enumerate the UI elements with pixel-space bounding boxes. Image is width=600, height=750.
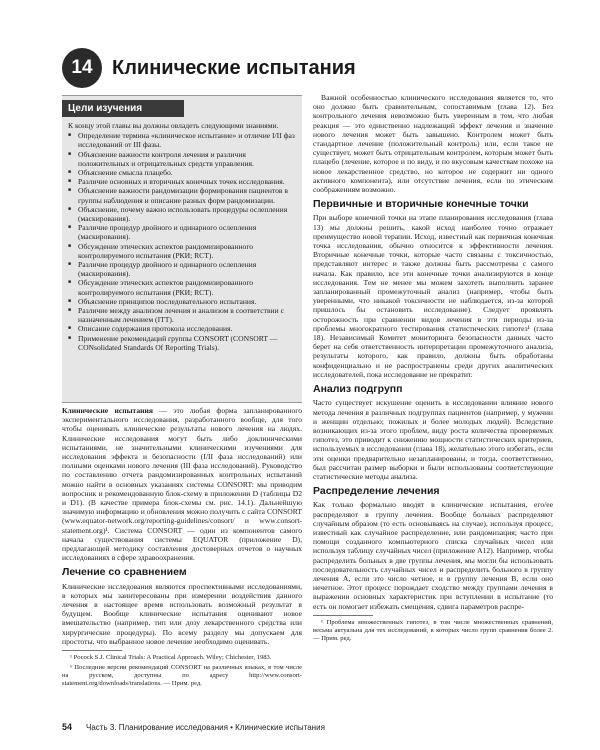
- section-paragraph: Как только формально вводят в клинические испытания, его/ее распределяют в группу лечения. Вообще больных распределяют случайным образом (то есть основываясь на случае), используя процесс, известный как случайное распределение, или рандомизация; часто при помощи созданного компьютерного списка случайных чисел или используя таблицу случайных чисел (приложение A12). Например, чтобы распределить больных в две группы лечения, мы могли бы использовать последовательность случайных чисел и распределить больного в группу лечения A, если это число четное, и в группу лечения B, если оно нечетное. Этот процесс порождает сходство между группами лечения в выражении основных характеристик при вступлении в испытание (то есть он помогает избежать смещения, сдвига параметров распре-: [313, 500, 553, 611]
- running-title: Часть 3. Планирование исследования • Клинические испытания: [86, 722, 325, 732]
- term-clinical-trials: Клинические испытания: [62, 406, 153, 415]
- list-item: ■ Различие процедур двойного и одинарного ослепления (маскирования).: [68, 260, 296, 278]
- list-item: ■ Объяснение важности контроля лечения и различия положительных и отрицательных средств управления.: [68, 150, 296, 168]
- intro-paragraph-text: — это любая форма запланированного экспериментального исследования, разработанного вообще, для того чтобы оценивать клинические результаты нового лечения на людях. Клинические исследования могут быть либо доклиническими испытаниями, не значительными клиническими изучениями для исследования эффекта и безопасности (I/II фаза исследований) или полными оценками нового лечения (III фаза исследований). Руководство по составлению отчета рандомизированных контрольных испытаний можно найти в основных указаниях системы CONSORT: мы приводим вопросник и рекомендованную блок-схему в приложении D (таблицы D2 и D1). (В качестве примера блок-схемы см. рис. 14.1). Дальнейшую значимую информацию и обновления можно получить с сайта CONSORT (www.equator-network.org/reporting-guidelines/consort/ и www.consort-statement.org)¹. Система CONSORT — один из компонентов самого начала существования системы EQUATOR (приложение D), предлагающей методику составления достоверных отчетов о научных исследованиях в сфере здравоохранения.: [62, 406, 302, 563]
- learning-goals-box: [62, 95, 302, 403]
- footnote: ¹ Pocock S.J. Clinical Trials: A Practical Approach. Wiley; Chichester, 1983.: [70, 654, 272, 662]
- left-column-body: [62, 406, 302, 690]
- intro-paragraph: Важной особенностью клинического исследования является то, что оно должно быть сравнительным, сопоставимым (глава 12). Без контрольного лечения невозможно быть уверенным в том, что любая реакция — это единственно надлежащий эффект лечения и значение нового лечения может быть завышено. Контролем может быть стандартное лечение (положительный контроль) или, если такое не существует, может быть отрицательным контролем, которым может быть плацебо (лечение, которое и по виду, и по вкусовым качествам похоже на новое лекарственное средство, но которое не содержит ни одного активного компонента), или отсутствие лечения, если по этическим соображениям возможно.: [313, 93, 553, 195]
- learning-goals-list: [62, 131, 302, 352]
- list-item: ■ Объяснение смысла плацебо.: [68, 168, 296, 177]
- footnote-divider: [62, 650, 122, 651]
- list-item: ■ Применение рекомендаций группы CONSORT (CONSORT — CONsolidated Standards Of Reporting Trials).: [68, 334, 296, 352]
- footnote: ¹ Последние версии рекомендаций CONSORT на различных языках, в том числе на русском, доступны по адресу http://www.consort-statement.org/downloads/translations. — Прим. ред.: [62, 664, 302, 688]
- section-heading-endpoints: Первичные и вторичные конечные точки: [313, 198, 529, 211]
- chapter-number-badge: 14: [62, 48, 102, 88]
- intro-paragraph: [62, 406, 302, 562]
- section-paragraph: При выборе конечной точки на этапе планирования исследования (глава 13) мы должны решить, какой исход наиболее точно отражает преимущество новой терапии. Исход, известный как первичная конечная точка исследования, обычно относится к эффективности лечения. Вторичные конечные точки, которые часто связаны с токсичностью, представляют интерес и также должны быть рассмотрены с самого начала. Как правило, все эти конечные точки анализируются в конце исследования. Тем не менее мы можем захотеть выполнить заранее запланированный промежуточный анализ (например, чтобы быть уверенными, что никакой токсичности не наблюдается, из-за которой пришлось бы остановить исследование). Следует проявлять осторожность при сравнении видов лечения в эти периоды из-за проблемы многократного тестирования статистических гипотез¹ (глава 18). Независимый Комитет мониторинга безопасности данных часто берет на себя ответственность интерпретации промежуточного анализа, результаты которого, как правило, должны быть обработаны конфиденциально и не распространены среди других аналитических исследователей, пока исследование не прекратит.: [313, 213, 553, 379]
- list-item: ■ Различие между анализом лечения и анализом в соответствии с назначенным лечением (ITT).: [68, 306, 296, 324]
- list-item: ■ Описание содержания протокола исследования.: [68, 324, 296, 333]
- page-footer: [62, 722, 325, 732]
- list-item: ■ Различие процедур двойного и одинарного ослепления (маскирования).: [68, 223, 296, 241]
- section-heading-treatment-comparison: Лечение со сравнением: [62, 566, 187, 579]
- list-item: ■ Различие основных и вторичных конечных точек исследования.: [68, 177, 296, 186]
- chapter-title: Клинические испытания: [112, 56, 356, 79]
- list-item: ■ Обсуждение этических аспектов рандомизированного контролируемого испытания (РКИ; RCT).: [68, 242, 296, 260]
- learning-goals-intro: К концу этой главы вы должны овладеть следующими знаниями.: [68, 121, 279, 130]
- list-item: ■ Объяснение важности рандомизации формирования пациентов в группы наблюдения и описание разных форм рандомизации.: [68, 186, 296, 204]
- section-heading-treatment-allocation: Распределение лечения: [313, 485, 440, 498]
- section-heading-subgroup-analysis: Анализ подгрупп: [313, 383, 403, 396]
- list-item: ■ Обсуждение этических аспектов рандомизированного контролируемого испытания (РКИ; RCT).: [68, 278, 296, 296]
- section-paragraph: Клинические исследования являются проспективными исследованиями, в которых мы заинтересованы при измерении воздействия данного лечения в настоящее время использовать возможный результат в будущем. Вообще клинические испытания оценивают новое вмешательство (например, тип или дозу лекарственного средства или хирургические процедуры). По всему разделу мы допускаем для простоты, что выбранное новое лечение необходимо оценивать.: [62, 581, 302, 646]
- right-column: [313, 93, 553, 645]
- footnote: ¹ Проблема множественных гипотез, в том числе множественных сравнений, весьма актуальна для тех исследований, в которых число групп сравнения более 2. — Прим. ред.: [313, 618, 553, 642]
- page-number: 54: [62, 722, 73, 732]
- learning-goals-title: Цели изучения: [62, 100, 184, 117]
- list-item: ■ Объяснение, почему важно использовать процедуры ослепления (маскирования).: [68, 205, 296, 223]
- section-paragraph: Часто существует искушение оценить в исследовании влияние нового метода лечения в различных подгруппах пациентов (например, у мужчин и женщин отдельно; пожилых и более молодых людей). Вследствие возникающих из-за этого проблем, виду роста количества проверяемых гипотез, это приводит к снижению мощности статистических критериев, используемых в исследовании (глава 18), желательно этого избегать, если эти оценки предварительно незапланированы, и тогда, соответственно, был рассчитан размер выборки и были использованы соответствующие статистические методы анализа.: [313, 398, 553, 481]
- chapter-header: [62, 48, 356, 88]
- list-item: ■ Объяснение принципов последовательного испытания.: [68, 297, 296, 306]
- footnote-divider: [313, 615, 373, 616]
- list-item: ■ Определение термина «клиническое испытание» и отличие I/II фаз исследований от III фазы.: [68, 131, 296, 149]
